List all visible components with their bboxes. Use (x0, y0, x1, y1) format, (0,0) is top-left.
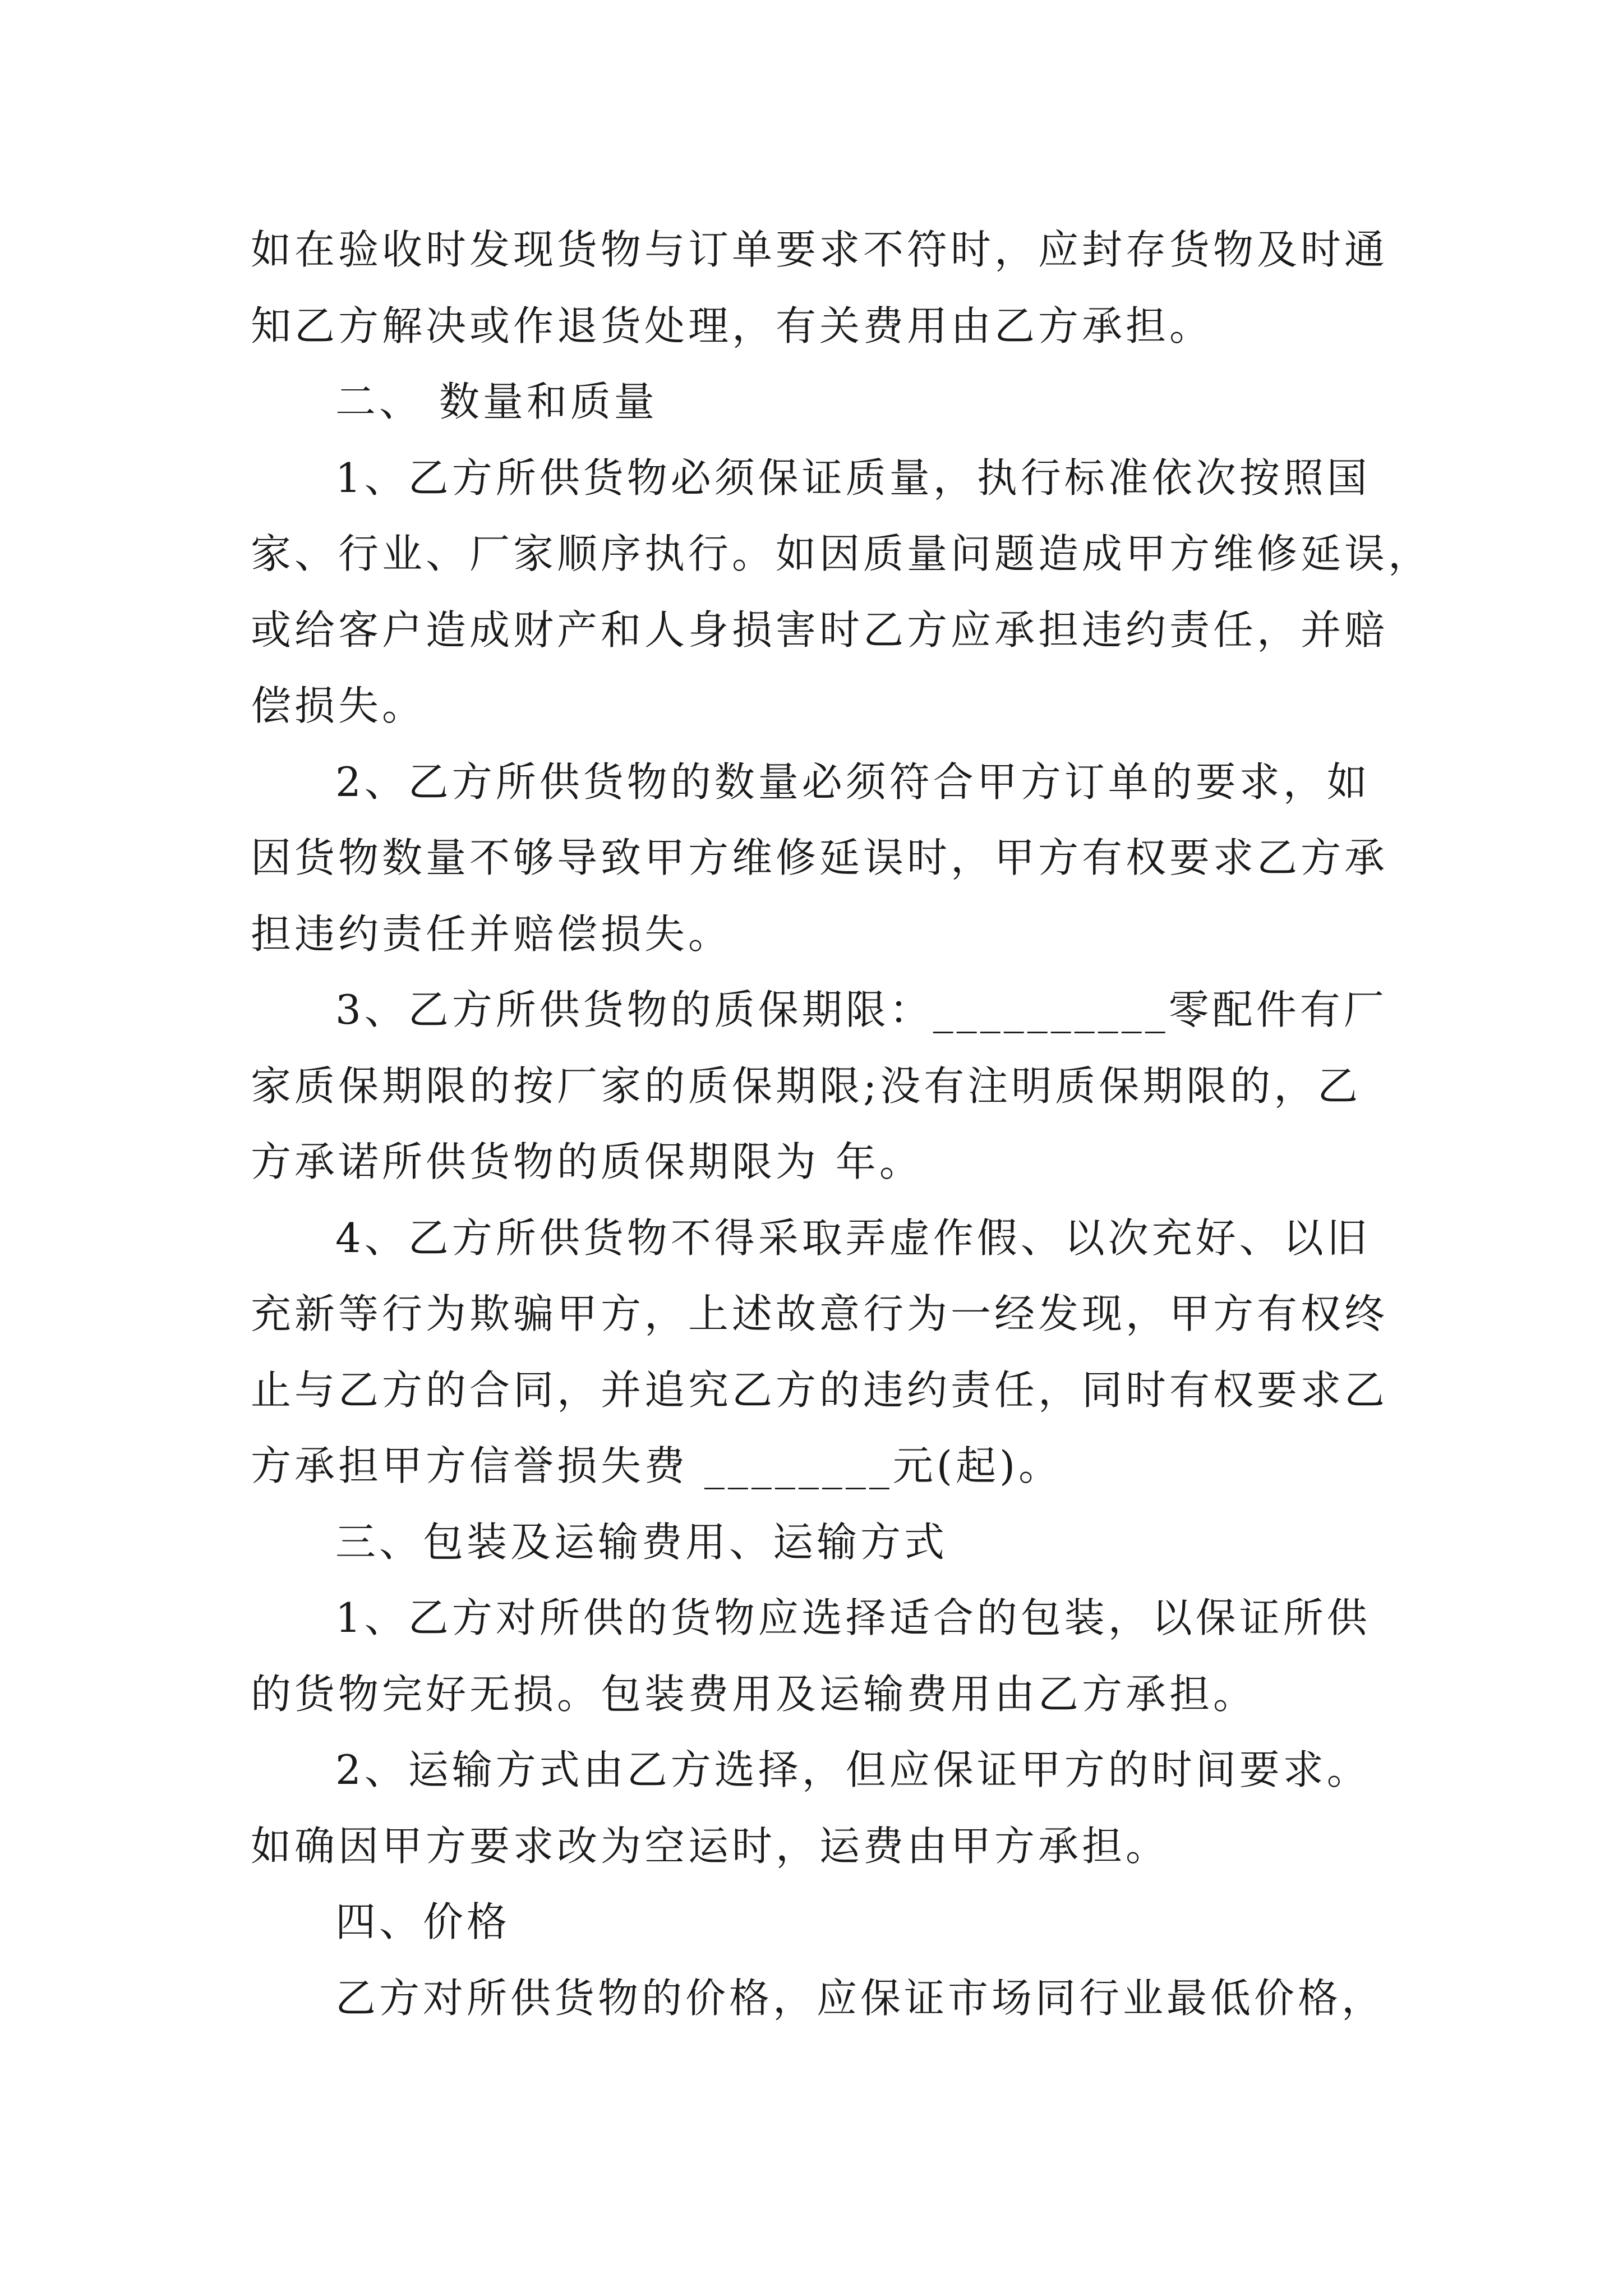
text-line: 知乙方解决或作退货处理，有关费用由乙方承担。 (251, 302, 1214, 349)
text-line: 1、乙方所供货物必须保证质量，执行标准依次按照国 (335, 454, 1371, 501)
text-line: 家、行业、厂家顺序执行。如因质量问题造成甲方维修延误， (251, 530, 1432, 577)
text-line: 方承诺所供货物的质保期限为 年。 (251, 1138, 923, 1185)
text-line: 2、乙方所供货物的数量必须符合甲方订单的要求，如 (335, 758, 1371, 806)
text-line: 3、乙方所供货物的质保期限：__________零配件有厂 (335, 986, 1387, 1033)
text-line: 充新等行为欺骗甲方，上述故意行为一经发现，甲方有权终 (251, 1290, 1389, 1337)
section-heading: 四、价格 (335, 1898, 511, 1945)
text-line: 如在验收时发现货物与订单要求不符时，应封存货物及时通 (251, 226, 1389, 273)
text-line: 家质保期限的按厂家的质保期限;没有注明质保期限的，乙 (251, 1062, 1362, 1110)
text-line: 如确因甲方要求改为空运时，运费由甲方承担。 (251, 1823, 1170, 1870)
text-line: 方承担甲方信誉损失费 ________元(起)。 (251, 1442, 1063, 1489)
text-line: 担违约责任并赔偿损失。 (251, 910, 732, 958)
text-line: 止与乙方的合同，并追究乙方的违约责任，同时有权要求乙 (251, 1366, 1389, 1414)
text-line: 4、乙方所供货物不得采取弄虚作假、以次充好、以旧 (335, 1214, 1371, 1262)
text-line: 偿损失。 (251, 682, 426, 729)
text-line: 乙方对所供货物的价格，应保证市场同行业最低价格， (335, 1975, 1386, 2022)
text-line: 或给客户造成财产和人身损害时乙方应承担违约责任，并赔 (251, 606, 1389, 654)
text-line: 因货物数量不够导致甲方维修延误时，甲方有权要求乙方承 (251, 834, 1389, 881)
section-heading: 三、包装及运输费用、运输方式 (335, 1519, 948, 1566)
section-heading: 二、 数量和质量 (335, 378, 658, 425)
text-line: 1、乙方对所供的货物应选择适合的包装，以保证所供 (335, 1594, 1371, 1641)
text-line: 2、运输方式由乙方选择，但应保证甲方的时间要求。 (335, 1746, 1371, 1793)
text-line: 的货物完好无损。包装费用及运输费用由乙方承担。 (251, 1671, 1257, 1718)
